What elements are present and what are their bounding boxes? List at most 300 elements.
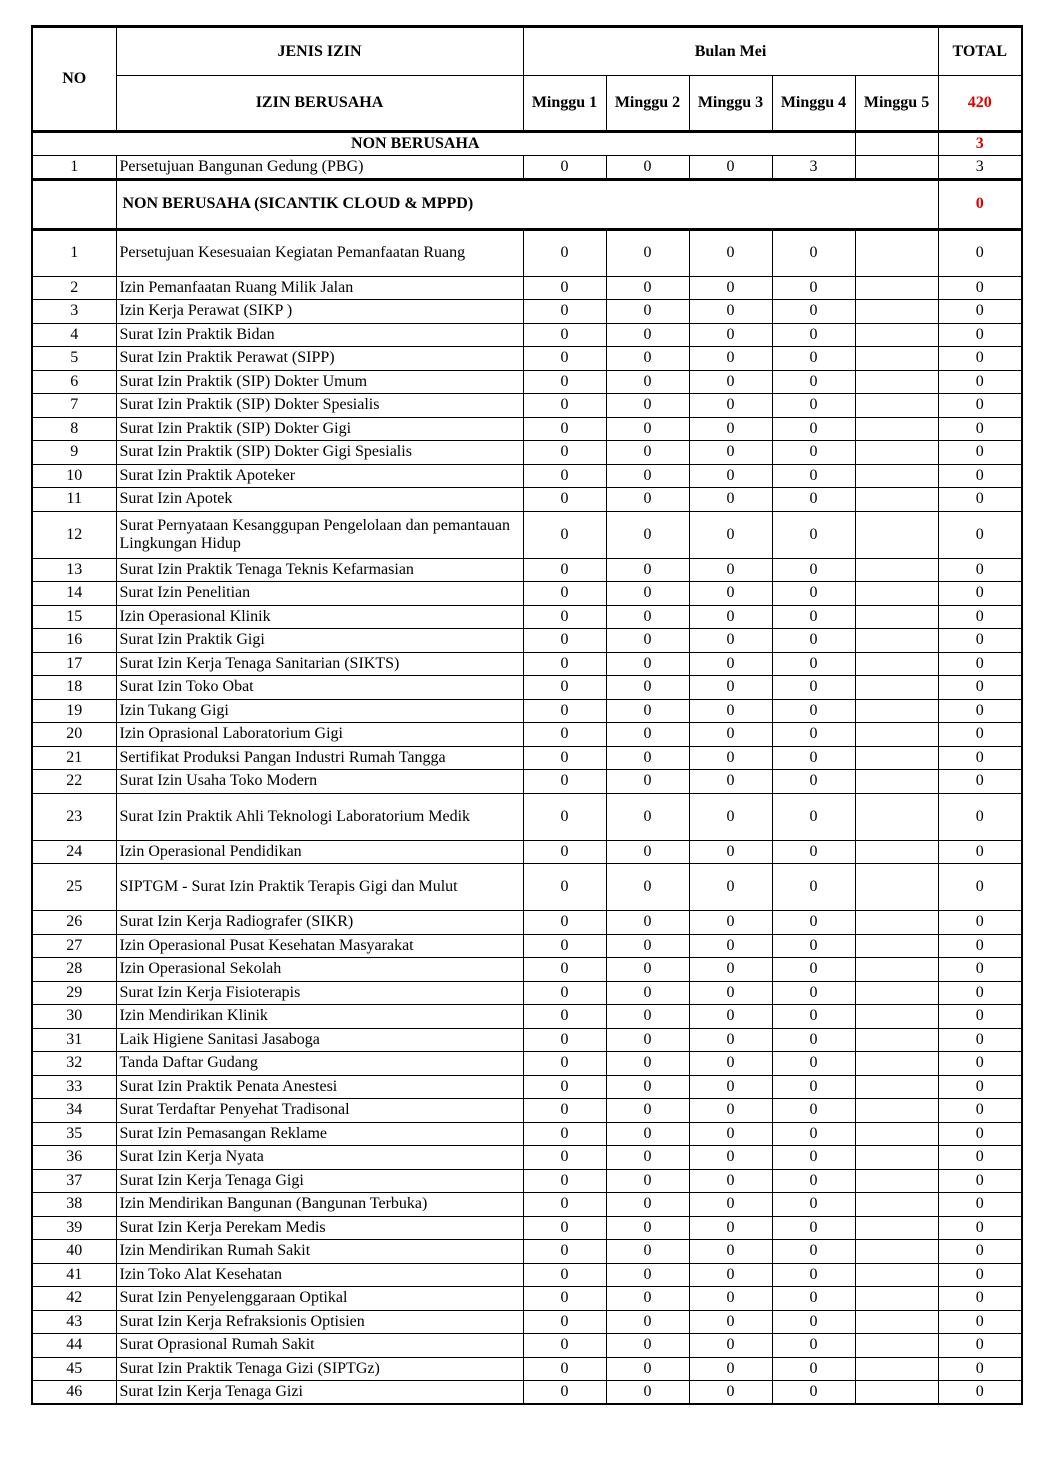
week-4-count: 0 <box>772 793 855 840</box>
table-row <box>32 156 1022 180</box>
week-1-count: 0 <box>523 1052 606 1076</box>
week-4-count: 0 <box>772 699 855 723</box>
week-4-count: 0 <box>772 911 855 935</box>
permit-name: Surat Izin Kerja Tenaga Gizi <box>116 1381 523 1405</box>
permit-name: Izin Operasional Pendidikan <box>116 840 523 864</box>
week-1-count: 0 <box>523 558 606 582</box>
week-5-count <box>855 156 938 180</box>
week-2-count: 0 <box>606 746 689 770</box>
week-3-count: 0 <box>689 511 772 558</box>
week-4-count: 0 <box>772 1310 855 1334</box>
week-2-count: 0 <box>606 981 689 1005</box>
row-number: 45 <box>32 1357 116 1381</box>
week-3-count: 0 <box>689 558 772 582</box>
permit-name: Surat Izin Kerja Tenaga Sanitarian (SIKTS) <box>116 652 523 676</box>
permit-name: Surat Izin Kerja Radiografer (SIKR) <box>116 911 523 935</box>
permit-name: Surat Izin Praktik Gigi <box>116 629 523 653</box>
permit-name: Surat Izin Praktik Tenaga Teknis Kefarmasian <box>116 558 523 582</box>
week-3-count: 0 <box>689 934 772 958</box>
week-3-count: 0 <box>689 394 772 418</box>
week-4-count: 0 <box>772 1287 855 1311</box>
week-3-count: 0 <box>689 652 772 676</box>
week-4-count: 0 <box>772 347 855 371</box>
week-2-count: 0 <box>606 652 689 676</box>
week-2-count: 0 <box>606 770 689 794</box>
week-1-count: 0 <box>523 746 606 770</box>
week-2-count: 0 <box>606 723 689 747</box>
week-3-count: 0 <box>689 723 772 747</box>
week-3-count: 0 <box>689 699 772 723</box>
week-4-count: 0 <box>772 676 855 700</box>
row-number: 33 <box>32 1075 116 1099</box>
header-week-2: Minggu 2 <box>606 76 689 132</box>
week-2-count: 0 <box>606 464 689 488</box>
week-3-count: 0 <box>689 770 772 794</box>
week-3-count: 0 <box>689 1005 772 1029</box>
week-5-count <box>855 629 938 653</box>
week-4-count: 0 <box>772 1028 855 1052</box>
header-izin-berusaha: IZIN BERUSAHA <box>116 76 523 132</box>
row-number: 1 <box>32 229 116 276</box>
week-1-count: 0 <box>523 723 606 747</box>
week-5-count <box>855 981 938 1005</box>
week-5-count <box>855 1052 938 1076</box>
row-total: 0 <box>938 488 1022 512</box>
week-5-count <box>855 229 938 276</box>
row-total: 0 <box>938 1052 1022 1076</box>
week-2-count: 0 <box>606 699 689 723</box>
row-total: 0 <box>938 1005 1022 1029</box>
week-1-count: 0 <box>523 793 606 840</box>
permit-name: Surat Izin Praktik Penata Anestesi <box>116 1075 523 1099</box>
row-number: 19 <box>32 699 116 723</box>
week-1-count: 0 <box>523 511 606 558</box>
week-1-count: 0 <box>523 1005 606 1029</box>
week-1-count: 0 <box>523 840 606 864</box>
permit-name: Surat Izin Toko Obat <box>116 676 523 700</box>
week-5-count <box>855 840 938 864</box>
week-5-count <box>855 911 938 935</box>
permit-name: Persetujuan Bangunan Gedung (PBG) <box>116 156 523 180</box>
permit-name: Surat Izin Kerja Refraksionis Optisien <box>116 1310 523 1334</box>
week-1-count: 0 <box>523 1310 606 1334</box>
row-number: 8 <box>32 417 116 441</box>
table-row <box>32 441 1022 465</box>
row-number: 7 <box>32 394 116 418</box>
permit-name: Izin Mendirikan Bangunan (Bangunan Terbuka) <box>116 1193 523 1217</box>
week-5-count <box>855 676 938 700</box>
row-number: 18 <box>32 676 116 700</box>
week-4-count: 0 <box>772 1052 855 1076</box>
row-total: 0 <box>938 1216 1022 1240</box>
row-number: 29 <box>32 981 116 1005</box>
week-2-count: 0 <box>606 441 689 465</box>
row-total: 0 <box>938 464 1022 488</box>
permit-name: Surat Izin Praktik (SIP) Dokter Gigi Spesialis <box>116 441 523 465</box>
table-row <box>32 864 1022 911</box>
row-total: 0 <box>938 1146 1022 1170</box>
table-row <box>32 1357 1022 1381</box>
week-2-count: 0 <box>606 1075 689 1099</box>
permit-report-table <box>31 25 1023 1405</box>
row-number: 4 <box>32 323 116 347</box>
table-row <box>32 276 1022 300</box>
week-1-count: 0 <box>523 156 606 180</box>
week-4-count: 0 <box>772 370 855 394</box>
permit-name: Surat Izin Pemasangan Reklame <box>116 1122 523 1146</box>
header-no: NO <box>32 27 116 132</box>
table-row <box>32 699 1022 723</box>
row-total: 0 <box>938 1099 1022 1123</box>
row-total: 0 <box>938 1122 1022 1146</box>
row-total: 0 <box>938 441 1022 465</box>
row-total: 0 <box>938 370 1022 394</box>
week-4-count: 0 <box>772 1216 855 1240</box>
week-5-count <box>855 1287 938 1311</box>
week-1-count: 0 <box>523 958 606 982</box>
week-2-count: 0 <box>606 840 689 864</box>
permit-name: Surat Izin Praktik Ahli Teknologi Laboratorium Medik <box>116 793 523 840</box>
week-5-count <box>855 511 938 558</box>
week-5-count <box>855 605 938 629</box>
week-1-count: 0 <box>523 629 606 653</box>
permit-name: Izin Tukang Gigi <box>116 699 523 723</box>
week-5-count <box>855 958 938 982</box>
section1-week-5-blank <box>855 132 938 156</box>
row-number: 13 <box>32 558 116 582</box>
week-2-count: 0 <box>606 958 689 982</box>
week-3-count: 0 <box>689 1075 772 1099</box>
permit-name: Surat Izin Praktik Tenaga Gizi (SIPTGz) <box>116 1357 523 1381</box>
permit-name: Surat Izin Praktik Apoteker <box>116 464 523 488</box>
permit-name: Surat Terdaftar Penyehat Tradisonal <box>116 1099 523 1123</box>
table-row <box>32 558 1022 582</box>
table-row <box>32 793 1022 840</box>
week-2-count: 0 <box>606 370 689 394</box>
week-5-count <box>855 793 938 840</box>
table-row <box>32 605 1022 629</box>
section2-title: NON BERUSAHA (SICANTIK CLOUD & MPPD) <box>116 179 938 229</box>
permit-name: Surat Izin Praktik Perawat (SIPP) <box>116 347 523 371</box>
week-2-count: 0 <box>606 864 689 911</box>
week-5-count <box>855 934 938 958</box>
week-3-count: 0 <box>689 1263 772 1287</box>
table-row <box>32 370 1022 394</box>
table-row <box>32 1310 1022 1334</box>
week-5-count <box>855 441 938 465</box>
week-3-count: 0 <box>689 417 772 441</box>
week-4-count: 0 <box>772 652 855 676</box>
table-row <box>32 676 1022 700</box>
week-2-count: 0 <box>606 629 689 653</box>
week-4-count: 0 <box>772 958 855 982</box>
week-3-count: 0 <box>689 1240 772 1264</box>
week-1-count: 0 <box>523 370 606 394</box>
table-row <box>32 981 1022 1005</box>
week-3-count: 0 <box>689 300 772 324</box>
week-3-count: 0 <box>689 793 772 840</box>
week-5-count <box>855 1357 938 1381</box>
week-4-count: 0 <box>772 582 855 606</box>
section2-title-row <box>32 179 1022 229</box>
table-row <box>32 1240 1022 1264</box>
row-number: 37 <box>32 1169 116 1193</box>
week-1-count: 0 <box>523 1169 606 1193</box>
week-2-count: 0 <box>606 394 689 418</box>
row-number: 16 <box>32 629 116 653</box>
row-number: 5 <box>32 347 116 371</box>
week-3-count: 0 <box>689 1169 772 1193</box>
week-3-count: 0 <box>689 1122 772 1146</box>
week-2-count: 0 <box>606 1263 689 1287</box>
row-number: 20 <box>32 723 116 747</box>
row-total: 0 <box>938 1169 1022 1193</box>
week-4-count: 0 <box>772 229 855 276</box>
week-2-count: 0 <box>606 582 689 606</box>
section1-title-row <box>32 132 1022 156</box>
week-3-count: 0 <box>689 229 772 276</box>
row-total: 0 <box>938 1028 1022 1052</box>
week-5-count <box>855 1122 938 1146</box>
week-5-count <box>855 370 938 394</box>
table-row <box>32 958 1022 982</box>
week-2-count: 0 <box>606 1122 689 1146</box>
section2-no-blank <box>32 179 116 229</box>
row-total: 0 <box>938 1310 1022 1334</box>
week-2-count: 0 <box>606 1310 689 1334</box>
week-4-count: 0 <box>772 1381 855 1405</box>
week-1-count: 0 <box>523 1099 606 1123</box>
week-5-count <box>855 347 938 371</box>
week-4-count: 0 <box>772 1146 855 1170</box>
week-2-count: 0 <box>606 417 689 441</box>
permit-name: Surat Izin Usaha Toko Modern <box>116 770 523 794</box>
table-row <box>32 1169 1022 1193</box>
week-3-count: 0 <box>689 156 772 180</box>
week-4-count: 0 <box>772 394 855 418</box>
section1-title: NON BERUSAHA <box>32 132 855 156</box>
row-number: 34 <box>32 1099 116 1123</box>
week-3-count: 0 <box>689 488 772 512</box>
week-2-count: 0 <box>606 1287 689 1311</box>
week-1-count: 0 <box>523 323 606 347</box>
week-5-count <box>855 1381 938 1405</box>
week-5-count <box>855 582 938 606</box>
permit-name: Izin Mendirikan Rumah Sakit <box>116 1240 523 1264</box>
row-total: 0 <box>938 1263 1022 1287</box>
week-3-count: 0 <box>689 1146 772 1170</box>
table-row <box>32 1287 1022 1311</box>
table-row <box>32 300 1022 324</box>
table-row <box>32 1099 1022 1123</box>
row-number: 23 <box>32 793 116 840</box>
permit-name: Izin Operasional Pusat Kesehatan Masyarakat <box>116 934 523 958</box>
row-number: 6 <box>32 370 116 394</box>
week-2-count: 0 <box>606 1146 689 1170</box>
header-row-1 <box>32 27 1022 76</box>
week-1-count: 0 <box>523 676 606 700</box>
row-total: 0 <box>938 558 1022 582</box>
header-jenis-izin: JENIS IZIN <box>116 27 523 76</box>
week-2-count: 0 <box>606 1005 689 1029</box>
table-row <box>32 347 1022 371</box>
row-total: 0 <box>938 394 1022 418</box>
week-5-count <box>855 394 938 418</box>
row-number: 46 <box>32 1381 116 1405</box>
week-5-count <box>855 864 938 911</box>
row-total: 0 <box>938 1240 1022 1264</box>
permit-name: Surat Izin Praktik (SIP) Dokter Umum <box>116 370 523 394</box>
row-number: 9 <box>32 441 116 465</box>
week-2-count: 0 <box>606 1216 689 1240</box>
permit-name: Surat Izin Penyelenggaraan Optikal <box>116 1287 523 1311</box>
week-3-count: 0 <box>689 582 772 606</box>
row-total: 0 <box>938 323 1022 347</box>
row-total: 0 <box>938 723 1022 747</box>
row-number: 42 <box>32 1287 116 1311</box>
row-total: 0 <box>938 652 1022 676</box>
row-number: 44 <box>32 1334 116 1358</box>
week-4-count: 0 <box>772 300 855 324</box>
row-number: 1 <box>32 156 116 180</box>
row-number: 31 <box>32 1028 116 1052</box>
week-4-count: 3 <box>772 156 855 180</box>
row-number: 32 <box>32 1052 116 1076</box>
row-number: 36 <box>32 1146 116 1170</box>
week-1-count: 0 <box>523 1334 606 1358</box>
week-3-count: 0 <box>689 1381 772 1405</box>
week-2-count: 0 <box>606 1099 689 1123</box>
week-3-count: 0 <box>689 840 772 864</box>
week-2-count: 0 <box>606 1193 689 1217</box>
row-number: 2 <box>32 276 116 300</box>
row-total: 0 <box>938 276 1022 300</box>
week-5-count <box>855 464 938 488</box>
week-4-count: 0 <box>772 276 855 300</box>
week-1-count: 0 <box>523 441 606 465</box>
table-row <box>32 511 1022 558</box>
week-4-count: 0 <box>772 1263 855 1287</box>
week-3-count: 0 <box>689 1310 772 1334</box>
week-4-count: 0 <box>772 323 855 347</box>
row-total: 0 <box>938 582 1022 606</box>
table-row <box>32 1005 1022 1029</box>
header-total: TOTAL <box>938 27 1022 76</box>
row-number: 25 <box>32 864 116 911</box>
week-4-count: 0 <box>772 441 855 465</box>
week-4-count: 0 <box>772 981 855 1005</box>
section1-total: 3 <box>938 132 1022 156</box>
table-row <box>32 464 1022 488</box>
week-5-count <box>855 1169 938 1193</box>
row-number: 26 <box>32 911 116 935</box>
week-4-count: 0 <box>772 864 855 911</box>
table-row <box>32 417 1022 441</box>
row-total: 0 <box>938 1287 1022 1311</box>
week-3-count: 0 <box>689 676 772 700</box>
permit-name: Laik Higiene Sanitasi Jasaboga <box>116 1028 523 1052</box>
permit-name: Surat Izin Praktik (SIP) Dokter Gigi <box>116 417 523 441</box>
permit-name: Surat Izin Apotek <box>116 488 523 512</box>
table-row <box>32 840 1022 864</box>
permit-name: Izin Oprasional Laboratorium Gigi <box>116 723 523 747</box>
week-1-count: 0 <box>523 981 606 1005</box>
row-total: 0 <box>938 605 1022 629</box>
week-1-count: 0 <box>523 1357 606 1381</box>
permit-name: Izin Mendirikan Klinik <box>116 1005 523 1029</box>
row-number: 30 <box>32 1005 116 1029</box>
week-5-count <box>855 1310 938 1334</box>
week-4-count: 0 <box>772 840 855 864</box>
week-2-count: 0 <box>606 347 689 371</box>
week-5-count <box>855 652 938 676</box>
week-4-count: 0 <box>772 629 855 653</box>
week-2-count: 0 <box>606 1381 689 1405</box>
header-row-2 <box>32 76 1022 132</box>
row-total: 0 <box>938 300 1022 324</box>
row-total: 0 <box>938 676 1022 700</box>
week-1-count: 0 <box>523 394 606 418</box>
permit-name: Izin Kerja Perawat (SIKP ) <box>116 300 523 324</box>
week-3-count: 0 <box>689 464 772 488</box>
week-3-count: 0 <box>689 323 772 347</box>
week-4-count: 0 <box>772 1099 855 1123</box>
week-5-count <box>855 1240 938 1264</box>
week-1-count: 0 <box>523 605 606 629</box>
week-2-count: 0 <box>606 156 689 180</box>
permit-name: Surat Izin Kerja Nyata <box>116 1146 523 1170</box>
week-5-count <box>855 1099 938 1123</box>
week-5-count <box>855 770 938 794</box>
row-number: 11 <box>32 488 116 512</box>
week-3-count: 0 <box>689 347 772 371</box>
table-row <box>32 488 1022 512</box>
row-number: 35 <box>32 1122 116 1146</box>
week-2-count: 0 <box>606 1240 689 1264</box>
week-2-count: 0 <box>606 300 689 324</box>
week-1-count: 0 <box>523 417 606 441</box>
week-5-count <box>855 488 938 512</box>
table-row <box>32 934 1022 958</box>
row-number: 14 <box>32 582 116 606</box>
week-3-count: 0 <box>689 1357 772 1381</box>
week-5-count <box>855 276 938 300</box>
permit-name: Surat Izin Praktik (SIP) Dokter Spesialis <box>116 394 523 418</box>
week-4-count: 0 <box>772 417 855 441</box>
week-1-count: 0 <box>523 1381 606 1405</box>
row-total: 0 <box>938 770 1022 794</box>
row-number: 43 <box>32 1310 116 1334</box>
week-5-count <box>855 746 938 770</box>
week-1-count: 0 <box>523 347 606 371</box>
permit-name: Sertifikat Produksi Pangan Industri Rumah Tangga <box>116 746 523 770</box>
row-total: 0 <box>938 746 1022 770</box>
week-4-count: 0 <box>772 746 855 770</box>
week-1-count: 0 <box>523 934 606 958</box>
week-1-count: 0 <box>523 1075 606 1099</box>
table-row <box>32 652 1022 676</box>
row-number: 17 <box>32 652 116 676</box>
week-4-count: 0 <box>772 934 855 958</box>
week-5-count <box>855 300 938 324</box>
week-1-count: 0 <box>523 770 606 794</box>
row-number: 10 <box>32 464 116 488</box>
table-row <box>32 1028 1022 1052</box>
permit-name: Izin Pemanfaatan Ruang Milik Jalan <box>116 276 523 300</box>
table-row <box>32 1216 1022 1240</box>
row-total: 0 <box>938 629 1022 653</box>
permit-name: Surat Oprasional Rumah Sakit <box>116 1334 523 1358</box>
